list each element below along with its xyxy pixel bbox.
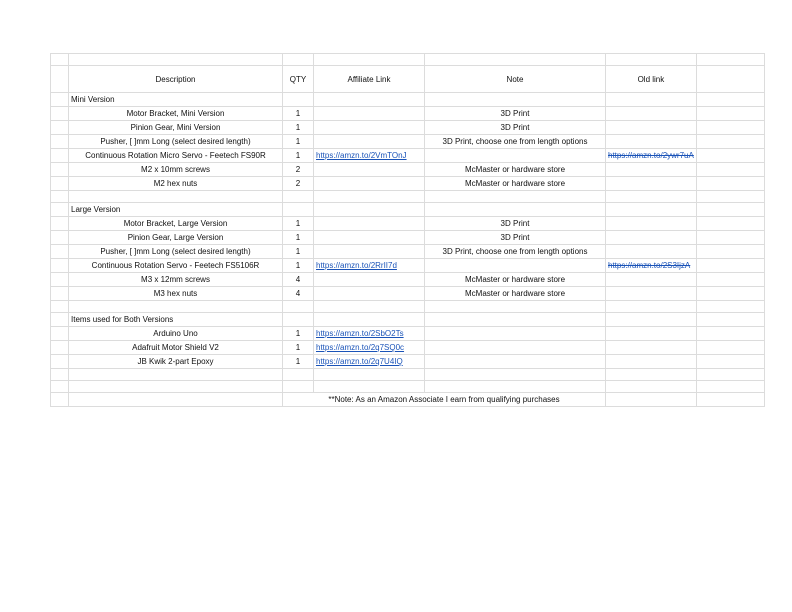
affiliate-link-cell[interactable]	[314, 327, 425, 341]
cell[interactable]	[696, 369, 764, 381]
blank-row	[51, 381, 765, 393]
cell[interactable]	[51, 355, 69, 369]
cell[interactable]	[425, 54, 606, 66]
item-note[interactable]: 3D Print	[425, 217, 606, 231]
cell[interactable]	[51, 393, 69, 407]
cell[interactable]	[283, 381, 314, 393]
item-qty[interactable]: 1	[283, 107, 314, 121]
item-qty[interactable]: 1	[283, 327, 314, 341]
table-row	[51, 273, 765, 287]
cell[interactable]	[606, 381, 697, 393]
cell[interactable]	[425, 191, 606, 203]
table-row	[51, 231, 765, 245]
affiliate-link-cell[interactable]	[314, 149, 425, 163]
cell[interactable]	[696, 66, 764, 93]
cell[interactable]	[314, 191, 425, 203]
cell[interactable]	[696, 231, 764, 245]
cell[interactable]	[51, 191, 69, 203]
item-description[interactable]: M2 hex nuts	[69, 177, 283, 191]
header-affiliate-link[interactable]: Affiliate Link	[314, 66, 425, 93]
cell[interactable]	[283, 203, 314, 217]
item-note[interactable]: 3D Print, choose one from length options	[425, 245, 606, 259]
cell[interactable]	[696, 355, 764, 369]
affiliate-link-cell[interactable]	[314, 355, 425, 369]
cell[interactable]	[283, 301, 314, 313]
section-title[interactable]: Large Version	[69, 203, 283, 217]
cell[interactable]	[283, 191, 314, 203]
cell[interactable]	[69, 301, 283, 313]
blank-row	[51, 54, 765, 66]
cell[interactable]	[696, 54, 764, 66]
cell[interactable]	[51, 54, 69, 66]
item-qty[interactable]: 1	[283, 355, 314, 369]
item-description[interactable]: Motor Bracket, Large Version	[69, 217, 283, 231]
item-qty[interactable]: 1	[283, 259, 314, 273]
cell[interactable]	[696, 259, 764, 273]
item-qty[interactable]: 1	[283, 217, 314, 231]
item-description[interactable]: JB Kwik 2-part Epoxy	[69, 355, 283, 369]
cell[interactable]	[606, 203, 697, 217]
blank-row	[51, 191, 765, 203]
old-link[interactable]: https://amzn.to/2ywr7uA	[608, 151, 694, 160]
cell[interactable]	[51, 135, 69, 149]
old-link-cell[interactable]	[606, 135, 697, 149]
item-qty[interactable]: 1	[283, 149, 314, 163]
affiliate-link[interactable]: https://amzn.to/2SbO2Ts	[316, 329, 404, 338]
cell[interactable]	[606, 313, 697, 327]
item-note[interactable]	[425, 355, 606, 369]
header-qty[interactable]: QTY	[283, 66, 314, 93]
affiliate-link-cell[interactable]	[314, 287, 425, 301]
cell[interactable]	[606, 93, 697, 107]
cell[interactable]	[51, 301, 69, 313]
affiliate-link[interactable]: https://amzn.to/2q7U4IQ	[316, 357, 403, 366]
table-row	[51, 121, 765, 135]
cell[interactable]	[696, 301, 764, 313]
item-description[interactable]: Pinion Gear, Large Version	[69, 231, 283, 245]
cell[interactable]	[51, 245, 69, 259]
item-note[interactable]: 3D Print	[425, 121, 606, 135]
item-description[interactable]: Arduino Uno	[69, 327, 283, 341]
item-note[interactable]	[425, 149, 606, 163]
old-link[interactable]: https://amzn.to/2S3IjzA	[608, 261, 691, 270]
cell[interactable]	[696, 107, 764, 121]
affiliate-link-cell[interactable]	[314, 273, 425, 287]
cell[interactable]	[696, 177, 764, 191]
cell[interactable]	[51, 287, 69, 301]
table-row	[51, 341, 765, 355]
affiliate-link-cell[interactable]	[314, 259, 425, 273]
item-note[interactable]	[425, 259, 606, 273]
table-row	[51, 177, 765, 191]
item-qty[interactable]: 1	[283, 341, 314, 355]
cell[interactable]	[51, 121, 69, 135]
affiliate-link-cell[interactable]	[314, 177, 425, 191]
table-row	[51, 259, 765, 273]
old-link-cell[interactable]	[606, 163, 697, 177]
cell[interactable]	[696, 217, 764, 231]
affiliate-link[interactable]: https://amzn.to/2VmTOnJ	[316, 151, 407, 160]
cell[interactable]	[51, 381, 69, 393]
section-title-row	[51, 93, 765, 107]
cell[interactable]	[696, 381, 764, 393]
old-link-cell[interactable]	[606, 259, 697, 273]
cell[interactable]	[314, 313, 425, 327]
cell[interactable]	[51, 203, 69, 217]
cell[interactable]	[314, 381, 425, 393]
item-qty[interactable]: 1	[283, 135, 314, 149]
header-row	[51, 66, 765, 93]
cell[interactable]	[283, 93, 314, 107]
cell[interactable]	[696, 135, 764, 149]
affiliate-link-cell[interactable]	[314, 163, 425, 177]
parts-list-table	[50, 53, 765, 407]
item-qty[interactable]: 4	[283, 287, 314, 301]
cell[interactable]	[425, 93, 606, 107]
cell[interactable]	[69, 393, 283, 407]
affiliate-link[interactable]: https://amzn.to/2RrII7d	[316, 261, 397, 270]
section-title[interactable]: Mini Version	[69, 93, 283, 107]
affiliate-link-cell[interactable]	[314, 245, 425, 259]
cell[interactable]	[606, 369, 697, 381]
item-description[interactable]: M3 hex nuts	[69, 287, 283, 301]
cell[interactable]	[606, 301, 697, 313]
old-link-cell[interactable]	[606, 355, 697, 369]
old-link-cell[interactable]	[606, 287, 697, 301]
item-description[interactable]: Adafruit Motor Shield V2	[69, 341, 283, 355]
item-qty[interactable]: 1	[283, 231, 314, 245]
old-link-cell[interactable]	[606, 177, 697, 191]
cell[interactable]	[314, 93, 425, 107]
cell[interactable]	[51, 231, 69, 245]
cell[interactable]	[696, 341, 764, 355]
cell[interactable]	[51, 341, 69, 355]
item-qty[interactable]: 4	[283, 273, 314, 287]
item-note[interactable]: McMaster or hardware store	[425, 177, 606, 191]
sheet-body	[51, 54, 765, 407]
cell[interactable]	[696, 191, 764, 203]
cell[interactable]	[51, 163, 69, 177]
old-link-cell[interactable]	[606, 217, 697, 231]
table-row	[51, 217, 765, 231]
affiliate-link-cell[interactable]	[314, 121, 425, 135]
cell[interactable]	[51, 66, 69, 93]
affiliate-link-cell[interactable]	[314, 341, 425, 355]
item-note[interactable]: 3D Print	[425, 107, 606, 121]
cell[interactable]	[51, 369, 69, 381]
cell[interactable]	[69, 54, 283, 66]
table-row	[51, 245, 765, 259]
item-qty[interactable]: 2	[283, 163, 314, 177]
old-link-cell[interactable]	[606, 327, 697, 341]
item-qty[interactable]: 1	[283, 245, 314, 259]
cell[interactable]	[696, 273, 764, 287]
cell[interactable]	[283, 54, 314, 66]
cell[interactable]	[696, 203, 764, 217]
cell[interactable]	[606, 393, 697, 407]
header-old-link[interactable]: Old link	[606, 66, 697, 93]
item-description[interactable]: Motor Bracket, Mini Version	[69, 107, 283, 121]
table-row	[51, 163, 765, 177]
item-qty[interactable]: 1	[283, 121, 314, 135]
cell[interactable]	[696, 393, 764, 407]
item-description[interactable]: Pusher, [ ]mm Long (select desired length)	[69, 245, 283, 259]
cell[interactable]	[696, 287, 764, 301]
table-row	[51, 135, 765, 149]
item-note[interactable]	[425, 341, 606, 355]
cell[interactable]	[283, 369, 314, 381]
cell[interactable]	[51, 259, 69, 273]
cell[interactable]	[314, 203, 425, 217]
item-note[interactable]: 3D Print, choose one from length options	[425, 135, 606, 149]
header-description[interactable]: Description	[69, 66, 283, 93]
cell[interactable]	[51, 217, 69, 231]
cell[interactable]	[696, 149, 764, 163]
table-row	[51, 287, 765, 301]
item-note[interactable]	[425, 327, 606, 341]
old-link-cell[interactable]	[606, 341, 697, 355]
cell[interactable]	[314, 301, 425, 313]
cell[interactable]	[606, 191, 697, 203]
item-note[interactable]: McMaster or hardware store	[425, 287, 606, 301]
cell[interactable]	[51, 93, 69, 107]
affiliate-link-cell[interactable]	[314, 217, 425, 231]
affiliate-link-cell[interactable]	[314, 107, 425, 121]
item-description[interactable]: Continuous Rotation Micro Servo - Feetech FS90R	[69, 149, 283, 163]
cell[interactable]	[696, 245, 764, 259]
cell[interactable]	[51, 273, 69, 287]
cell[interactable]	[283, 313, 314, 327]
cell[interactable]	[696, 163, 764, 177]
cell[interactable]	[425, 203, 606, 217]
cell[interactable]	[606, 54, 697, 66]
cell[interactable]	[425, 369, 606, 381]
cell[interactable]	[425, 301, 606, 313]
cell[interactable]	[696, 121, 764, 135]
affiliate-link-cell[interactable]	[314, 135, 425, 149]
affiliate-disclaimer[interactable]: **Note: As an Amazon Associate I earn from qualifying purchases	[283, 393, 606, 407]
cell[interactable]	[314, 54, 425, 66]
old-link-cell[interactable]	[606, 121, 697, 135]
table-row	[51, 327, 765, 341]
section-title-row	[51, 203, 765, 217]
blank-row	[51, 369, 765, 381]
cell[interactable]	[69, 369, 283, 381]
item-description[interactable]: M3 x 12mm screws	[69, 273, 283, 287]
cell[interactable]	[51, 313, 69, 327]
cell[interactable]	[425, 381, 606, 393]
item-description[interactable]: Pusher, [ ]mm Long (select desired length)	[69, 135, 283, 149]
table-row	[51, 355, 765, 369]
old-link-cell[interactable]	[606, 273, 697, 287]
header-note[interactable]: Note	[425, 66, 606, 93]
item-description[interactable]: Continuous Rotation Servo - Feetech FS5106R	[69, 259, 283, 273]
cell[interactable]	[69, 191, 283, 203]
item-description[interactable]: Pinion Gear, Mini Version	[69, 121, 283, 135]
cell[interactable]	[51, 327, 69, 341]
cell[interactable]	[314, 369, 425, 381]
cell[interactable]	[696, 93, 764, 107]
old-link-cell[interactable]	[606, 149, 697, 163]
footer-row	[51, 393, 765, 407]
old-link-cell[interactable]	[606, 231, 697, 245]
table-row	[51, 107, 765, 121]
item-note[interactable]: 3D Print	[425, 231, 606, 245]
cell[interactable]	[696, 327, 764, 341]
cell[interactable]	[51, 149, 69, 163]
item-note[interactable]: McMaster or hardware store	[425, 163, 606, 177]
old-link-cell[interactable]	[606, 245, 697, 259]
cell[interactable]	[696, 313, 764, 327]
item-qty[interactable]: 2	[283, 177, 314, 191]
cell[interactable]	[69, 381, 283, 393]
affiliate-link-cell[interactable]	[314, 231, 425, 245]
cell[interactable]	[51, 107, 69, 121]
item-description[interactable]: M2 x 10mm screws	[69, 163, 283, 177]
item-note[interactable]: McMaster or hardware store	[425, 273, 606, 287]
section-title-row	[51, 313, 765, 327]
cell[interactable]	[51, 177, 69, 191]
old-link-cell[interactable]	[606, 107, 697, 121]
affiliate-link[interactable]: https://amzn.to/2q7SQ0c	[316, 343, 405, 352]
blank-row	[51, 301, 765, 313]
cell[interactable]	[425, 313, 606, 327]
section-title[interactable]: Items used for Both Versions	[69, 313, 283, 327]
table-row	[51, 149, 765, 163]
